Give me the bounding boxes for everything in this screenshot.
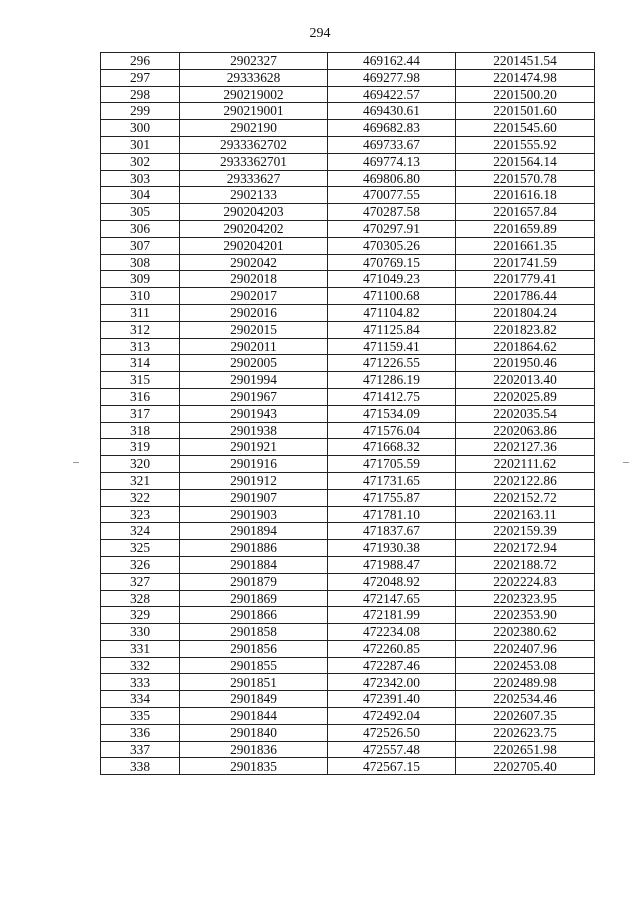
point-number-cell: 307 [101, 237, 180, 254]
point-id-cell: 2901855 [180, 657, 328, 674]
x-coordinate-cell: 469430.61 [328, 103, 456, 120]
point-number-cell: 326 [101, 556, 180, 573]
x-coordinate-cell: 470769.15 [328, 254, 456, 271]
table-row [101, 372, 595, 389]
point-id-cell: 2902133 [180, 187, 328, 204]
point-id-cell: 2902017 [180, 288, 328, 305]
x-coordinate-cell: 471104.82 [328, 304, 456, 321]
point-id-cell: 2901858 [180, 624, 328, 641]
point-number-cell: 310 [101, 288, 180, 305]
table-row [101, 590, 595, 607]
point-id-cell: 2901835 [180, 758, 328, 775]
y-coordinate-cell: 2201659.89 [456, 220, 595, 237]
point-id-cell: 2901938 [180, 422, 328, 439]
x-coordinate-cell: 472181.99 [328, 607, 456, 624]
coordinates-table-body [101, 53, 595, 775]
x-coordinate-cell: 469277.98 [328, 69, 456, 86]
table-row [101, 288, 595, 305]
x-coordinate-cell: 470297.91 [328, 220, 456, 237]
table-row [101, 103, 595, 120]
x-coordinate-cell: 471668.32 [328, 439, 456, 456]
table-row [101, 204, 595, 221]
point-id-cell: 29333628 [180, 69, 328, 86]
point-id-cell: 290204203 [180, 204, 328, 221]
y-coordinate-cell: 2202224.83 [456, 573, 595, 590]
table-row [101, 523, 595, 540]
point-number-cell: 309 [101, 271, 180, 288]
point-number-cell: 322 [101, 489, 180, 506]
x-coordinate-cell: 469162.44 [328, 53, 456, 70]
y-coordinate-cell: 2202122.86 [456, 472, 595, 489]
table-row [101, 254, 595, 271]
table-row [101, 53, 595, 70]
point-id-cell: 2902015 [180, 321, 328, 338]
x-coordinate-cell: 472492.04 [328, 708, 456, 725]
point-number-cell: 334 [101, 691, 180, 708]
x-coordinate-cell: 469422.57 [328, 86, 456, 103]
y-coordinate-cell: 2202453.08 [456, 657, 595, 674]
y-coordinate-cell: 2202534.46 [456, 691, 595, 708]
point-id-cell: 2902011 [180, 338, 328, 355]
y-coordinate-cell: 2202127.36 [456, 439, 595, 456]
point-number-cell: 321 [101, 472, 180, 489]
table-row [101, 708, 595, 725]
point-id-cell: 2901869 [180, 590, 328, 607]
x-coordinate-cell: 471755.87 [328, 489, 456, 506]
table-row [101, 170, 595, 187]
point-number-cell: 330 [101, 624, 180, 641]
table-row [101, 86, 595, 103]
x-coordinate-cell: 471837.67 [328, 523, 456, 540]
x-coordinate-cell: 472048.92 [328, 573, 456, 590]
table-row [101, 439, 595, 456]
point-id-cell: 2901836 [180, 741, 328, 758]
y-coordinate-cell: 2202152.72 [456, 489, 595, 506]
x-coordinate-cell: 472557.48 [328, 741, 456, 758]
point-number-cell: 327 [101, 573, 180, 590]
table-row [101, 674, 595, 691]
point-number-cell: 316 [101, 388, 180, 405]
point-id-cell: 2901844 [180, 708, 328, 725]
x-coordinate-cell: 470077.55 [328, 187, 456, 204]
x-coordinate-cell: 472260.85 [328, 640, 456, 657]
table-row [101, 472, 595, 489]
x-coordinate-cell: 472526.50 [328, 724, 456, 741]
table-row [101, 187, 595, 204]
y-coordinate-cell: 2201474.98 [456, 69, 595, 86]
table-row [101, 422, 595, 439]
point-number-cell: 328 [101, 590, 180, 607]
x-coordinate-cell: 471576.04 [328, 422, 456, 439]
y-coordinate-cell: 2202035.54 [456, 405, 595, 422]
point-number-cell: 335 [101, 708, 180, 725]
point-number-cell: 296 [101, 53, 180, 70]
x-coordinate-cell: 470287.58 [328, 204, 456, 221]
point-id-cell: 2902005 [180, 355, 328, 372]
left-margin-mark [73, 462, 79, 463]
point-number-cell: 318 [101, 422, 180, 439]
point-id-cell: 290219001 [180, 103, 328, 120]
point-id-cell: 2901907 [180, 489, 328, 506]
point-id-cell: 29333627 [180, 170, 328, 187]
point-number-cell: 333 [101, 674, 180, 691]
point-number-cell: 337 [101, 741, 180, 758]
right-margin-mark [623, 462, 629, 463]
y-coordinate-cell: 2202013.40 [456, 372, 595, 389]
y-coordinate-cell: 2202172.94 [456, 540, 595, 557]
y-coordinate-cell: 2202063.86 [456, 422, 595, 439]
x-coordinate-cell: 471412.75 [328, 388, 456, 405]
table-row [101, 153, 595, 170]
table-row [101, 506, 595, 523]
y-coordinate-cell: 2201661.35 [456, 237, 595, 254]
table-row [101, 758, 595, 775]
x-coordinate-cell: 471159.41 [328, 338, 456, 355]
table-row [101, 405, 595, 422]
point-id-cell: 2902018 [180, 271, 328, 288]
table-row [101, 657, 595, 674]
point-id-cell: 2902016 [180, 304, 328, 321]
table-row [101, 607, 595, 624]
point-id-cell: 2901894 [180, 523, 328, 540]
point-id-cell: 2901879 [180, 573, 328, 590]
point-number-cell: 302 [101, 153, 180, 170]
table-row [101, 136, 595, 153]
x-coordinate-cell: 471125.84 [328, 321, 456, 338]
table-row [101, 271, 595, 288]
x-coordinate-cell: 471286.19 [328, 372, 456, 389]
table-row [101, 338, 595, 355]
y-coordinate-cell: 2201616.18 [456, 187, 595, 204]
point-number-cell: 317 [101, 405, 180, 422]
point-number-cell: 315 [101, 372, 180, 389]
point-id-cell: 2901903 [180, 506, 328, 523]
x-coordinate-cell: 472391.40 [328, 691, 456, 708]
point-id-cell: 2901912 [180, 472, 328, 489]
point-number-cell: 324 [101, 523, 180, 540]
point-id-cell: 2901921 [180, 439, 328, 456]
y-coordinate-cell: 2201804.24 [456, 304, 595, 321]
point-number-cell: 332 [101, 657, 180, 674]
y-coordinate-cell: 2202380.62 [456, 624, 595, 641]
point-number-cell: 323 [101, 506, 180, 523]
point-number-cell: 297 [101, 69, 180, 86]
point-id-cell: 2901866 [180, 607, 328, 624]
point-id-cell: 2901851 [180, 674, 328, 691]
y-coordinate-cell: 2202025.89 [456, 388, 595, 405]
x-coordinate-cell: 469806.80 [328, 170, 456, 187]
point-number-cell: 311 [101, 304, 180, 321]
point-number-cell: 303 [101, 170, 180, 187]
x-coordinate-cell: 471100.68 [328, 288, 456, 305]
point-number-cell: 305 [101, 204, 180, 221]
point-number-cell: 336 [101, 724, 180, 741]
table-row [101, 388, 595, 405]
y-coordinate-cell: 2201545.60 [456, 120, 595, 137]
point-number-cell: 314 [101, 355, 180, 372]
point-number-cell: 319 [101, 439, 180, 456]
table-row [101, 355, 595, 372]
x-coordinate-cell: 471705.59 [328, 456, 456, 473]
x-coordinate-cell: 471731.65 [328, 472, 456, 489]
table-row [101, 724, 595, 741]
y-coordinate-cell: 2201570.78 [456, 170, 595, 187]
y-coordinate-cell: 2202705.40 [456, 758, 595, 775]
y-coordinate-cell: 2202163.11 [456, 506, 595, 523]
y-coordinate-cell: 2202353.90 [456, 607, 595, 624]
y-coordinate-cell: 2202651.98 [456, 741, 595, 758]
x-coordinate-cell: 471988.47 [328, 556, 456, 573]
point-id-cell: 2901943 [180, 405, 328, 422]
y-coordinate-cell: 2202607.35 [456, 708, 595, 725]
x-coordinate-cell: 472567.15 [328, 758, 456, 775]
y-coordinate-cell: 2201451.54 [456, 53, 595, 70]
coordinates-table [100, 52, 595, 775]
table-row [101, 573, 595, 590]
x-coordinate-cell: 471049.23 [328, 271, 456, 288]
point-id-cell: 2902042 [180, 254, 328, 271]
point-id-cell: 2901886 [180, 540, 328, 557]
y-coordinate-cell: 2202489.98 [456, 674, 595, 691]
table-row [101, 640, 595, 657]
point-id-cell: 2901916 [180, 456, 328, 473]
x-coordinate-cell: 472147.65 [328, 590, 456, 607]
y-coordinate-cell: 2202111.62 [456, 456, 595, 473]
y-coordinate-cell: 2201786.44 [456, 288, 595, 305]
y-coordinate-cell: 2202159.39 [456, 523, 595, 540]
point-number-cell: 298 [101, 86, 180, 103]
table-row [101, 540, 595, 557]
point-number-cell: 338 [101, 758, 180, 775]
point-id-cell: 2902190 [180, 120, 328, 137]
table-row [101, 456, 595, 473]
point-id-cell: 2933362701 [180, 153, 328, 170]
point-number-cell: 331 [101, 640, 180, 657]
x-coordinate-cell: 469733.67 [328, 136, 456, 153]
point-id-cell: 2901849 [180, 691, 328, 708]
x-coordinate-cell: 471226.55 [328, 355, 456, 372]
table-row [101, 237, 595, 254]
point-number-cell: 306 [101, 220, 180, 237]
x-coordinate-cell: 471534.09 [328, 405, 456, 422]
table-row [101, 69, 595, 86]
table-row [101, 624, 595, 641]
x-coordinate-cell: 469774.13 [328, 153, 456, 170]
point-number-cell: 299 [101, 103, 180, 120]
point-id-cell: 2901884 [180, 556, 328, 573]
point-id-cell: 290219002 [180, 86, 328, 103]
point-number-cell: 308 [101, 254, 180, 271]
point-id-cell: 2902327 [180, 53, 328, 70]
y-coordinate-cell: 2201500.20 [456, 86, 595, 103]
x-coordinate-cell: 472287.46 [328, 657, 456, 674]
table-row [101, 489, 595, 506]
point-number-cell: 320 [101, 456, 180, 473]
y-coordinate-cell: 2202188.72 [456, 556, 595, 573]
page-number: 294 [309, 26, 331, 41]
point-number-cell: 325 [101, 540, 180, 557]
point-number-cell: 304 [101, 187, 180, 204]
point-id-cell: 2901840 [180, 724, 328, 741]
x-coordinate-cell: 471930.38 [328, 540, 456, 557]
y-coordinate-cell: 2202323.95 [456, 590, 595, 607]
point-number-cell: 329 [101, 607, 180, 624]
y-coordinate-cell: 2201779.41 [456, 271, 595, 288]
point-number-cell: 300 [101, 120, 180, 137]
table-row [101, 556, 595, 573]
y-coordinate-cell: 2201555.92 [456, 136, 595, 153]
point-id-cell: 290204202 [180, 220, 328, 237]
table-row [101, 120, 595, 137]
y-coordinate-cell: 2201657.84 [456, 204, 595, 221]
point-id-cell: 290204201 [180, 237, 328, 254]
point-id-cell: 2901856 [180, 640, 328, 657]
table-row [101, 741, 595, 758]
point-number-cell: 312 [101, 321, 180, 338]
point-id-cell: 2901967 [180, 388, 328, 405]
table-row [101, 321, 595, 338]
point-id-cell: 2933362702 [180, 136, 328, 153]
y-coordinate-cell: 2201950.46 [456, 355, 595, 372]
y-coordinate-cell: 2201741.59 [456, 254, 595, 271]
y-coordinate-cell: 2201864.62 [456, 338, 595, 355]
y-coordinate-cell: 2201501.60 [456, 103, 595, 120]
x-coordinate-cell: 469682.83 [328, 120, 456, 137]
point-number-cell: 313 [101, 338, 180, 355]
table-row [101, 220, 595, 237]
y-coordinate-cell: 2202407.96 [456, 640, 595, 657]
point-id-cell: 2901994 [180, 372, 328, 389]
y-coordinate-cell: 2201823.82 [456, 321, 595, 338]
point-number-cell: 301 [101, 136, 180, 153]
y-coordinate-cell: 2201564.14 [456, 153, 595, 170]
table-row [101, 304, 595, 321]
x-coordinate-cell: 470305.26 [328, 237, 456, 254]
x-coordinate-cell: 472234.08 [328, 624, 456, 641]
y-coordinate-cell: 2202623.75 [456, 724, 595, 741]
x-coordinate-cell: 472342.00 [328, 674, 456, 691]
x-coordinate-cell: 471781.10 [328, 506, 456, 523]
table-row [101, 691, 595, 708]
